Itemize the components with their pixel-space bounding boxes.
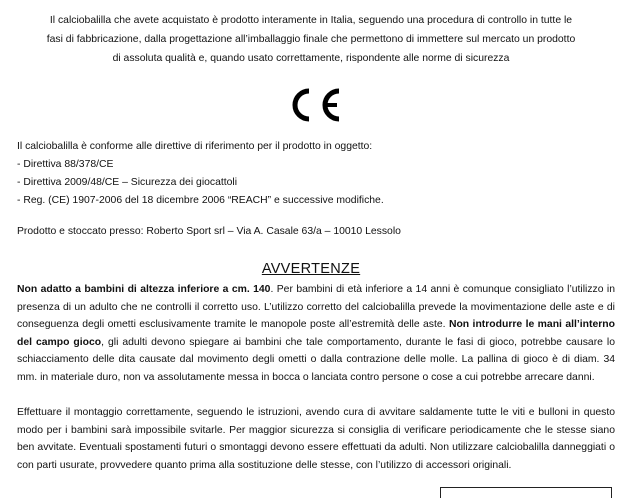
conformity-item-1: - Direttiva 88/378/CE bbox=[17, 159, 114, 170]
mounting-paragraph: Effettuare il montaggio correttamente, seguendo le istruzioni, avendo cura di avvitare saldamente tutte le viti e bulloni in questo modo per i bambini sarà impossibile svitarle. Per maggior sicurezza si consiglia di verificare periodicamente che le stesse siano ben avvitate. Eventuali spostamenti futuri o smontaggi devono essere effettuati da adulti. Non utilizzare calciobalilla danneggiati o con parti usurate, provvedere quanto prima alla sostituzione delle stesse, con l’utilizzo di accessori originali. bbox=[17, 407, 615, 471]
warning-bold-2: Non introdurre le mani all’interno del campo gioco bbox=[17, 319, 615, 348]
conformity-item-2: - Direttiva 2009/48/CE – Sicurezza dei giocattoli bbox=[17, 177, 238, 188]
warnings-heading: AVVERTENZE bbox=[261, 261, 361, 277]
warning-text-1: . Per bambini di età inferiore a 14 anni è comunque consigliato l’utilizzo in presenza di un adulto che ne controlli il corretto uso. L’utilizzo corretto del calciobalilla prevede la movimentazione delle aste e di conseguenza degli ometti esclusivamente tramite le manopole poste all’estremità delle aste. bbox=[17, 284, 615, 331]
conformity-item-3: - Reg. (CE) 1907-2006 del 18 dicembre 2006 “REACH” e successive modifiche. bbox=[17, 195, 384, 206]
warning-text-2: , gli adulti devono spiegare ai bambini che tale comportamento, durante le fasi di gioco, potrebbe causare lo schiacciamento delle dita causate dal movimento degli ometti o dalla contrazione delle molle. La pallina di gioco è di diam. 34 mm. in materiale duro, non va assolutamente messa in bocca o lanciata contro persone o cose a cui potrebbe arrecare danni. bbox=[17, 336, 616, 383]
conformity-intro: Il calciobalilla è conforme alle direttive di riferimento per il prodotto in oggetto: bbox=[17, 141, 373, 152]
producer-info: Prodotto e stoccato presso: Roberto Sport srl – Via A. Casale 63/a – 10010 Lessolo bbox=[17, 226, 401, 237]
intro-paragraph bbox=[10, 11, 612, 68]
intro-line-2: fasi di fabbricazione, dalla progettazione all’imballaggio finale che permettono di immettere sul mercato un prodotto bbox=[46, 34, 576, 45]
warnings-paragraph bbox=[17, 281, 615, 387]
ce-mark-icon bbox=[279, 87, 343, 123]
intro-line-3: di assoluta qualità e, quando usato correttamente, rispondente alle norme di sicurezza bbox=[112, 53, 510, 64]
intro-line-1: Il calciobalilla che avete acquistato è prodotto interamente in Italia, seguendo una procedura di controllo in tutte le bbox=[49, 15, 573, 26]
bordered-box bbox=[440, 487, 612, 498]
warning-bold-1: Non adatto a bambini di altezza inferiore a cm. 140 bbox=[17, 284, 271, 295]
